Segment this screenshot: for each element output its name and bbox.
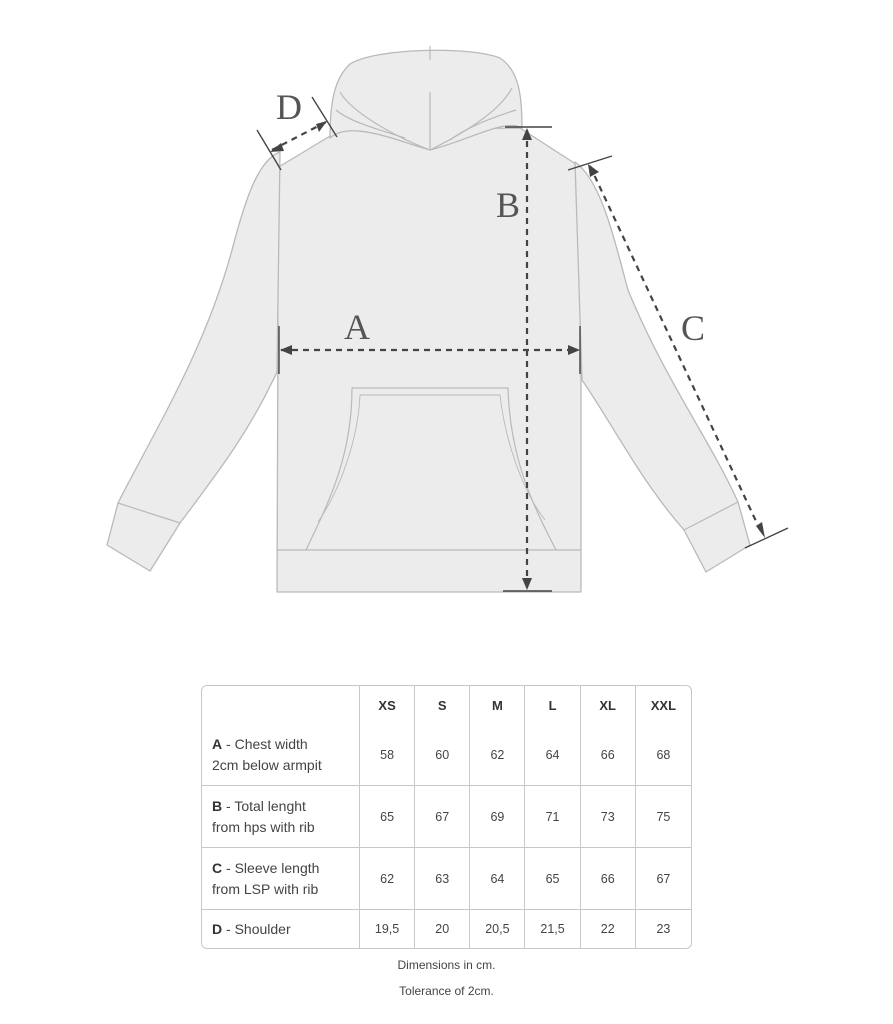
table-cell: 23 [656, 922, 671, 936]
table-cell: 64 [525, 724, 580, 786]
hoodie-body [277, 128, 582, 592]
table-cell: 60 [415, 724, 470, 786]
header-blank-cell [202, 686, 360, 724]
row-title: Chest width [234, 735, 308, 752]
row-label-length [202, 786, 360, 848]
table-cell: 66 [581, 724, 636, 786]
measure-d-arrow-right [316, 121, 327, 132]
table-cell: 63 [415, 848, 470, 910]
table-cell: 68 [636, 724, 691, 786]
measure-b-label: B [495, 185, 521, 225]
row-sep: - [222, 859, 235, 876]
measure-c-label: C [680, 308, 706, 348]
row-subtitle: from hps with rib [212, 818, 315, 835]
hoodie-outline [107, 50, 750, 592]
table-cell: 20 [415, 910, 470, 948]
size-header-row [202, 686, 691, 724]
measure-d-label: D [276, 87, 302, 127]
measure-c-arrow-bottom [756, 522, 765, 538]
size-header-s: S [415, 686, 470, 724]
table-row-sleeve [202, 848, 691, 910]
table-cell: 67 [636, 848, 691, 910]
measure-c-tick-bottom [745, 528, 788, 548]
size-header-m: M [470, 686, 525, 724]
size-header-xxl: XXL [650, 697, 677, 713]
size-header-xs: XS [360, 686, 415, 724]
measure-c-arrow-top [588, 164, 599, 177]
size-header-xl: XL [581, 686, 636, 724]
row-key: D [212, 920, 223, 937]
row-label-chest [202, 724, 360, 786]
table-cell: 58 [360, 724, 415, 786]
size-header-l: L [525, 686, 580, 724]
row-label-shoulder [202, 910, 360, 948]
dimensions-note: Dimensions in cm. [397, 958, 496, 972]
size-chart [201, 685, 692, 949]
row-title: Total lenght [234, 797, 306, 814]
table-cell: 65 [525, 848, 580, 910]
table-row-length [202, 786, 691, 848]
row-key: A [212, 735, 223, 752]
table-cell: 20,5 [470, 910, 525, 948]
row-subtitle: from LSP with rib [212, 880, 319, 897]
right-sleeve [575, 162, 750, 572]
table-cell: 75 [636, 786, 691, 848]
table-cell: 73 [581, 786, 636, 848]
table-cell: 66 [581, 848, 636, 910]
row-title: Shoulder [234, 920, 291, 937]
table-cell: 62 [470, 724, 525, 786]
table-cell: 65 [360, 786, 415, 848]
table-cell: 69 [470, 786, 525, 848]
row-sep: - [222, 920, 235, 937]
row-sep: - [222, 797, 235, 814]
table-cell: 62 [360, 848, 415, 910]
row-label-sleeve [202, 848, 360, 910]
table-row-shoulder [202, 910, 691, 948]
tolerance-note: Tolerance of 2cm. [399, 984, 494, 998]
row-subtitle: 2cm below armpit [212, 756, 322, 773]
measure-a-label: A [344, 307, 370, 347]
table-cell: 19,5 [360, 910, 415, 948]
table-cell: 71 [525, 786, 580, 848]
table-cell: 22 [581, 910, 636, 948]
row-sep: - [222, 735, 235, 752]
table-cell: 64 [470, 848, 525, 910]
row-key: C [212, 859, 223, 876]
table-cell: 21,5 [525, 910, 580, 948]
row-title: Sleeve length [234, 859, 320, 876]
table-row-chest [202, 724, 691, 786]
row-key: B [212, 797, 223, 814]
size-table [201, 685, 692, 949]
table-cell: 67 [415, 786, 470, 848]
